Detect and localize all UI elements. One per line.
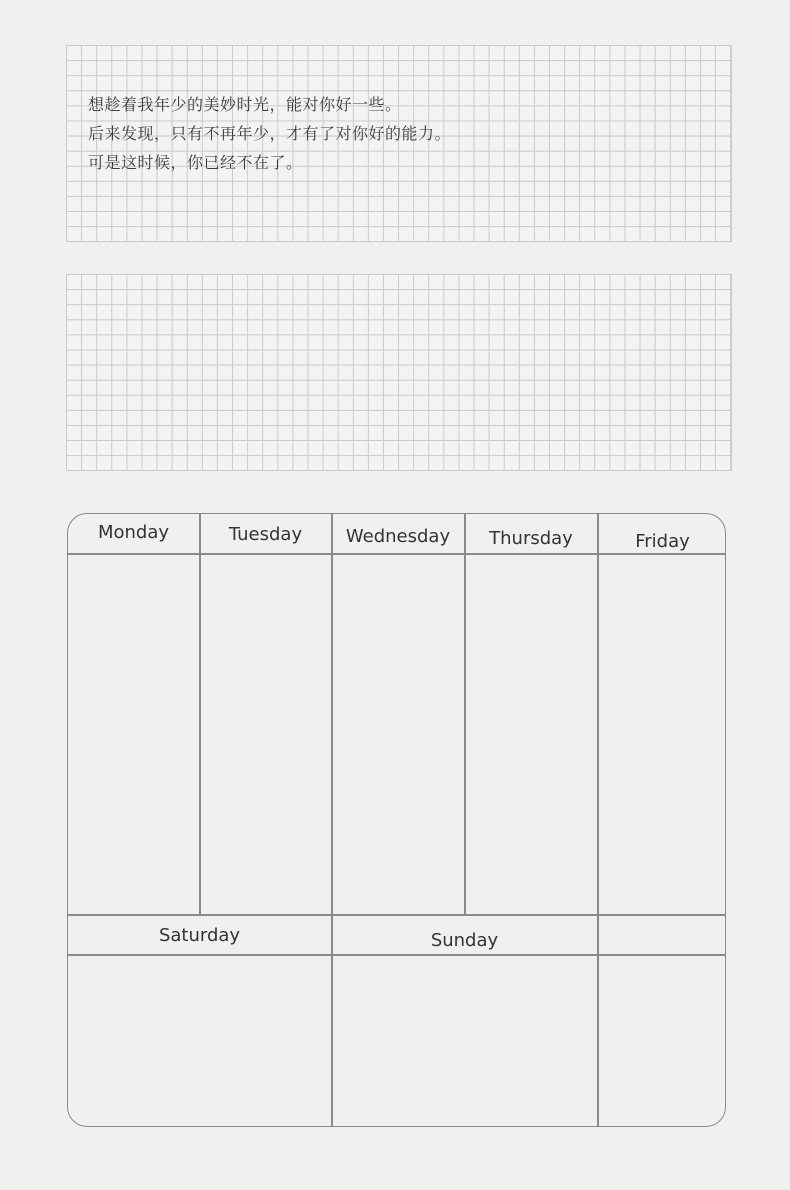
day-cell-tuesday[interactable] <box>201 555 331 914</box>
quote-line-2: 后来发现，只有不再年少，才有了对你好的能力。 <box>88 124 452 143</box>
day-cell-extra[interactable] <box>599 956 726 1127</box>
day-cell-saturday[interactable] <box>68 956 331 1127</box>
day-cell-wednesday[interactable] <box>333 555 464 914</box>
day-label-friday: Friday <box>635 531 690 552</box>
quote-text <box>88 90 451 177</box>
day-label-wednesday: Wednesday <box>345 526 451 547</box>
weekly-planner <box>67 513 726 1127</box>
quote-line-1: 想趁着我年少的美妙时光，能对你好一些。 <box>88 95 402 114</box>
quote-line-3: 可是这时候，你已经不在了。 <box>88 153 303 172</box>
day-label-tuesday: Tuesday <box>228 524 303 545</box>
day-cell-monday[interactable] <box>68 555 199 914</box>
grid-note-panel-middle <box>66 274 732 471</box>
day-label-thursday: Thursday <box>489 528 573 549</box>
day-cell-friday[interactable] <box>599 555 726 914</box>
day-label-monday: Monday <box>97 522 170 543</box>
day-label-saturday: Saturday <box>158 925 241 946</box>
day-cell-thursday[interactable] <box>466 555 597 914</box>
weekend-top-divider <box>68 914 725 916</box>
day-label-sunday: Sunday <box>430 930 499 951</box>
day-cell-sunday[interactable] <box>333 956 597 1127</box>
